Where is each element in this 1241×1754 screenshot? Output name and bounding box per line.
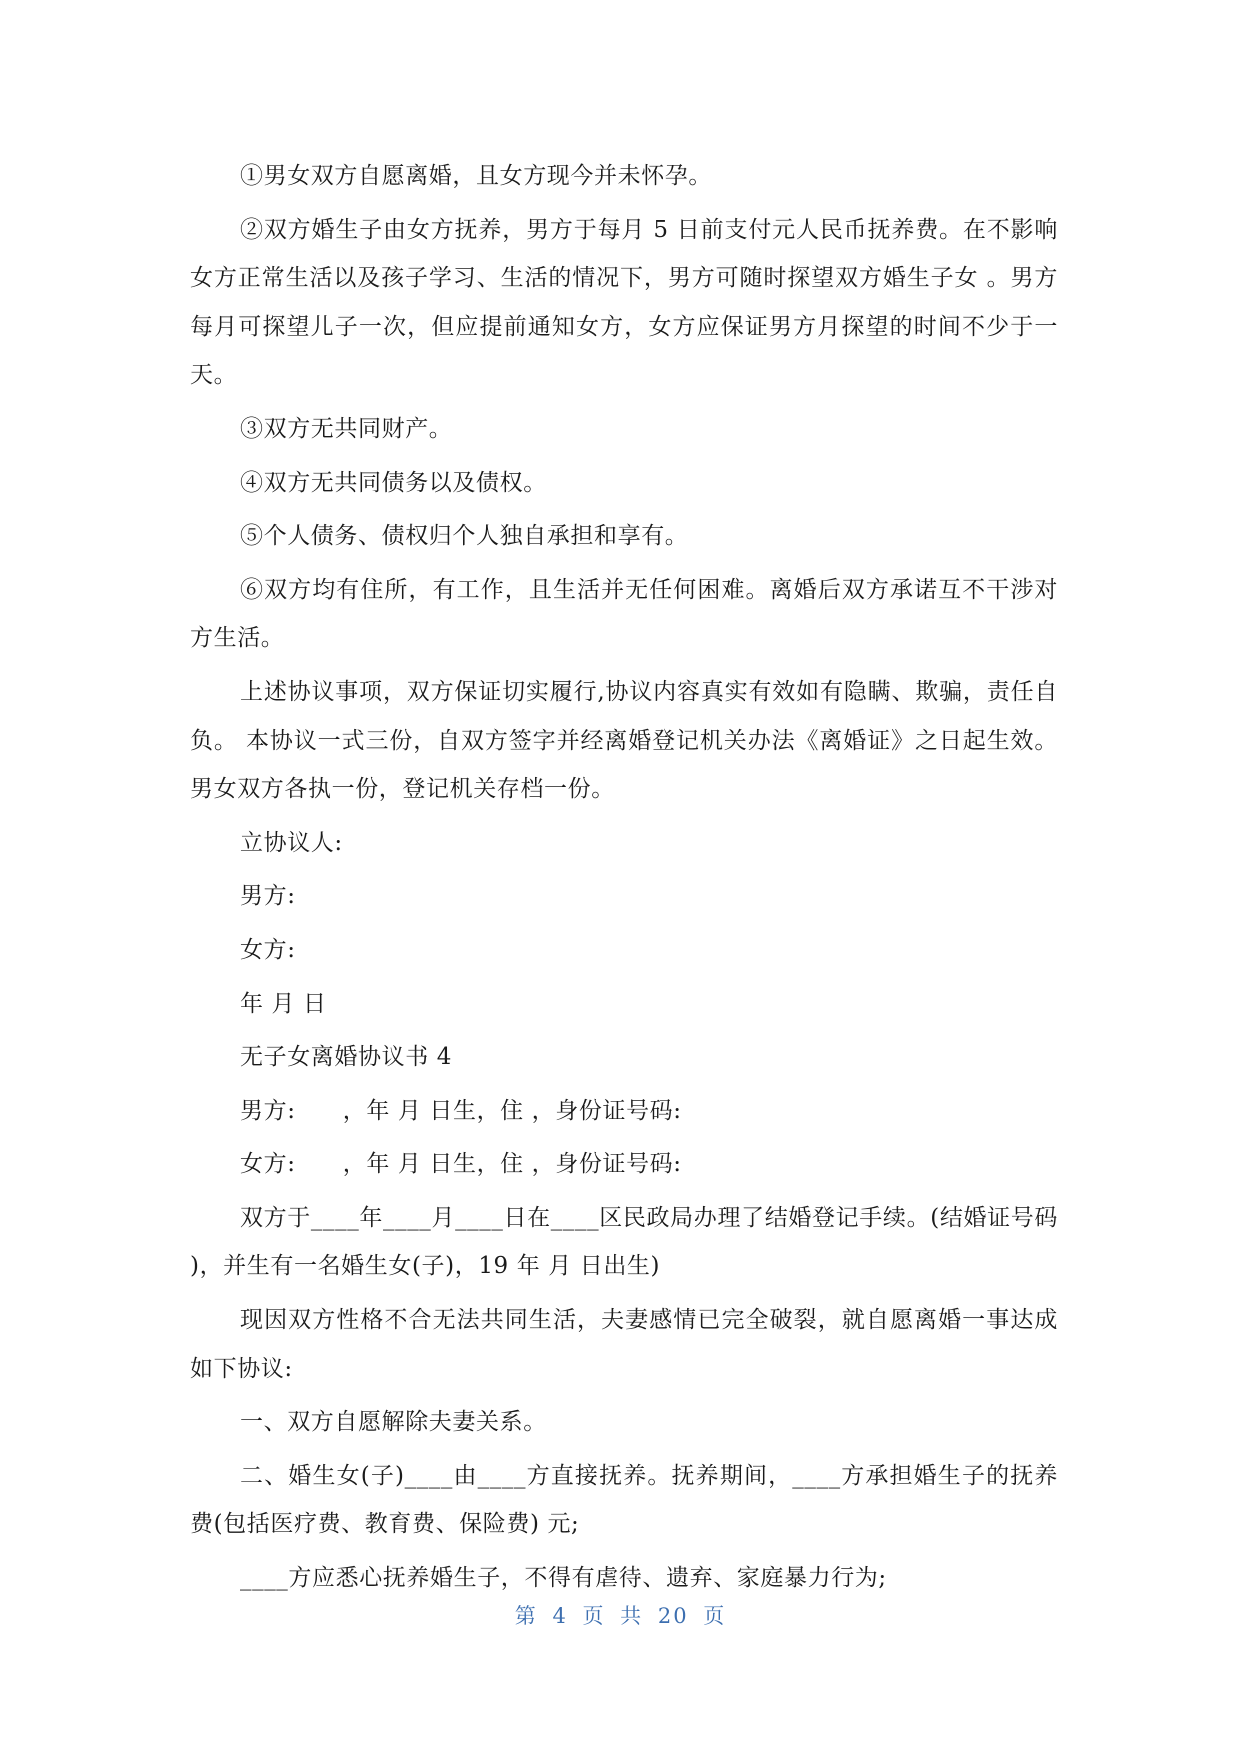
clause-4: ④双方无共同债务以及债权。 — [240, 469, 547, 496]
divorce-reason: 现因双方性格不合无法共同生活，夫妻感情已完全破裂，就自愿离婚一事达成如下协议: — [190, 1307, 1058, 1382]
clause-5: ⑤个人债务、债权归个人独自承担和享有。 — [240, 523, 689, 550]
clause-3: ③双方无共同财产。 — [240, 415, 453, 442]
page-number-footer: 第 4 页 共 20 页 — [514, 1604, 727, 1628]
clause-1: ①男女双方自愿离婚，且女方现今并未怀孕。 — [240, 163, 712, 189]
clause-6: ⑥双方均有住所，有工作，且生活并无任何困难。离婚后双方承诺互不干涉对方生活。 — [190, 576, 1058, 652]
agreement-validity: 上述协议事项，双方保证切实履行,协议内容真实有效如有隐瞒、欺骗，责任自负。 本协议一式三份，自双方签字并经离婚登记机关办法《离婚证》之日起生效。男女双方各执一份，登记机关存档一份。 — [190, 678, 1058, 803]
clause-2-child-custody: ②双方婚生子由女方抚养，男方于每月 5 日前支付元人民币抚养费。在不影响女方正常生活以及孩子学习、生活的情况下，男方可随时探望双方婚生子女 。男方每月可探望儿子一次，但应提前通知女方，女方应保证男方月探望的时间不少于一天。 — [190, 216, 1058, 389]
party-male-info: 男方: ，年 月 日生，住 ，身份证号码: — [240, 1097, 682, 1124]
signatory-male: 男方: — [240, 883, 296, 910]
signature-date: 年 月 日 — [240, 990, 327, 1017]
marriage-registration: 双方于____年____月____日在____区民政局办理了结婚登记手续。(结婚证号码 )，并生有一名婚生女(子)，19 年 月 日出生) — [190, 1204, 1058, 1280]
document-body — [190, 152, 1058, 1608]
signatory-label: 立协议人: — [240, 829, 343, 856]
article-1: 一、双方自愿解除夫妻关系。 — [240, 1409, 547, 1436]
party-female-info: 女方: ，年 月 日生，住 ，身份证号码: — [240, 1151, 682, 1178]
section-title: 无子女离婚协议书 4 — [240, 1044, 452, 1071]
article-2: 二、婚生女(子)____由____方直接抚养。抚养期间，____方承担婚生子的抚养费(包括医疗费、教育费、保险费) 元; — [190, 1462, 1058, 1538]
article-2-continued: ____方应悉心抚养婚生子，不得有虐待、遗弃、家庭暴力行为; — [240, 1565, 887, 1592]
signatory-female: 女方: — [240, 936, 296, 963]
